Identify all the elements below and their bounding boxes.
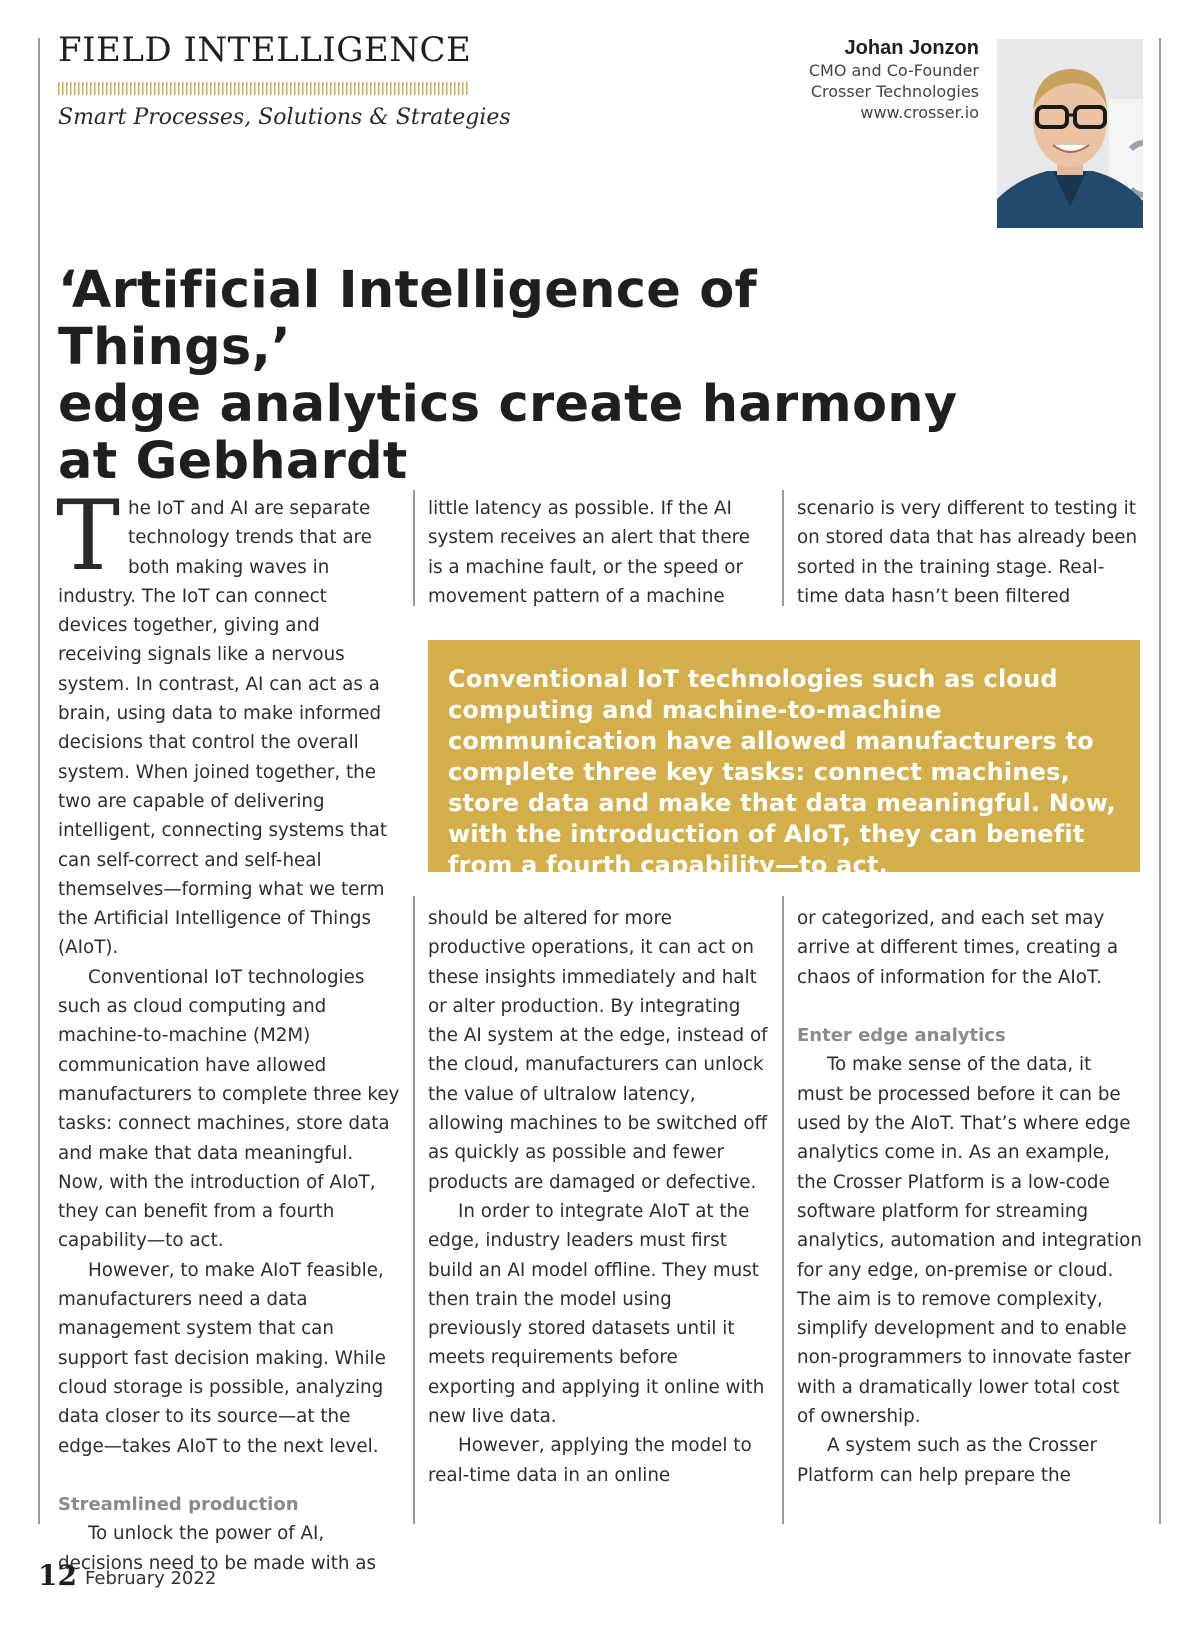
column-divider-1 bbox=[413, 490, 415, 606]
author-headshot bbox=[997, 39, 1143, 228]
column-divider-4 bbox=[782, 896, 784, 1524]
body-paragraph: However, to make AIoT feasible, manufacturers need a data management system that can support fast decision making. While cloud storage is possible, analyzing data closer to its source—at the edge—takes AIoT to the next level. bbox=[58, 1259, 386, 1457]
intro-paragraph bbox=[56, 480, 401, 963]
section-tagline: Smart Processes, Solutions & Strategies bbox=[58, 105, 511, 130]
page-number: 12 bbox=[38, 1559, 77, 1592]
body-column-3-top bbox=[797, 494, 1142, 611]
author-headshot-illustration bbox=[997, 39, 1143, 228]
author-name: Johan Jonzon bbox=[844, 37, 979, 59]
body-paragraph: little latency as possible. If the AI system receives an alert that there is a machine fault, or the speed or movement pattern of a machine bbox=[428, 498, 750, 607]
body-paragraph: scenario is very different to testing it on stored data that has already been sorted in the training stage. Real-time data hasn’t been filtered bbox=[797, 498, 1138, 607]
drop-cap: T bbox=[56, 480, 121, 592]
body-paragraph: should be altered for more productive operations, it can act on these insights immediately and halt or alter production. By integrating the AI system at the edge, instead of the cloud, manufacturers can unlock the value of ultralow latency, allowing machines to be switched off as quickly as possible and fewer products are damaged or defective. bbox=[428, 908, 768, 1193]
subhead-enter-edge-analytics: Enter edge analytics bbox=[797, 1025, 1006, 1047]
author-block bbox=[809, 36, 979, 123]
column-divider-2 bbox=[782, 490, 784, 606]
section-name: FIELD INTELLIGENCE bbox=[58, 30, 472, 70]
author-title: CMO and Co-Founder bbox=[808, 61, 979, 80]
body-paragraph: To make sense of the data, it must be processed before it can be used by the AIoT. That’s where edge analytics come in. As an example, the Crosser Platform is a low-code software platform for streaming analytics, automation and integration for any edge, on-premise or cloud. The aim is to remove complexity, simplify development and to enable non-programmers to innovate faster with a dramatically lower total cost of ownership. bbox=[797, 1054, 1142, 1428]
author-company: Crosser Technologies bbox=[810, 82, 979, 101]
column-divider-3 bbox=[413, 896, 415, 1524]
headline-line-3: at Gebhardt bbox=[58, 432, 408, 491]
right-page-rule bbox=[1159, 38, 1161, 1524]
body-paragraph: However, applying the model to real-time data in an online bbox=[428, 1435, 752, 1486]
pull-quote: Conventional IoT technologies such as cloud computing and machine-to-machine communication have allowed manufacturers to complete three key tasks: connect machines, store data and make that data meaningful. Now, with the introduction of AIoT, they can benefit from a fourth capability—to act. bbox=[428, 640, 1140, 872]
body-column-3-bottom bbox=[797, 904, 1142, 1490]
body-column-1 bbox=[56, 480, 401, 1578]
issue-date: February 2022 bbox=[85, 1568, 217, 1589]
body-paragraph: In order to integrate AIoT at the edge, industry leaders must first build an AI model offline. They must then train the model using previously stored datasets until it meets requirements before exporting and applying it online with new live data. bbox=[428, 1200, 765, 1428]
body-paragraph: A system such as the Crosser Platform can help prepare the bbox=[797, 1435, 1098, 1486]
headline-line-1: ‘Artificial Intelligence of Things,’ bbox=[58, 261, 758, 377]
body-paragraph: or categorized, and each set may arrive at different times, creating a chaos of information for the AIoT. bbox=[797, 908, 1119, 988]
body-column-2-top bbox=[428, 494, 768, 611]
intro-text: he IoT and AI are separate technology trends that are both making waves in industry. The IoT can connect devices together, giving and receiving signals like a nervous system. In contrast, AI can act as a brain, using data to make informed decisions that control the overall system. When joined together, the two are capable of delivering intelligent, connecting systems that can self-correct and self-heal themselves—forming what we term the Artificial Intelligence of Things (AIoT). bbox=[58, 498, 388, 959]
left-page-rule bbox=[38, 38, 40, 1524]
decorative-hatch-bar bbox=[58, 82, 470, 95]
body-paragraph: Conventional IoT technologies such as cloud computing and machine-to-machine (M2M) communication have allowed manufacturers to complete three key tasks: connect machines, store data and make that data meaningful. Now, with the introduction of AIoT, they can benefit from a fourth capability—to act. bbox=[58, 966, 400, 1252]
body-column-2-bottom bbox=[428, 904, 768, 1490]
headline-line-2: edge analytics create harmony bbox=[58, 375, 958, 434]
body-paragraph: To unlock the power of AI, decisions need to be made with as bbox=[58, 1523, 377, 1574]
subhead-streamlined-production: Streamlined production bbox=[58, 1494, 299, 1516]
author-website: www.crosser.io bbox=[860, 103, 979, 122]
article-headline bbox=[58, 262, 958, 490]
